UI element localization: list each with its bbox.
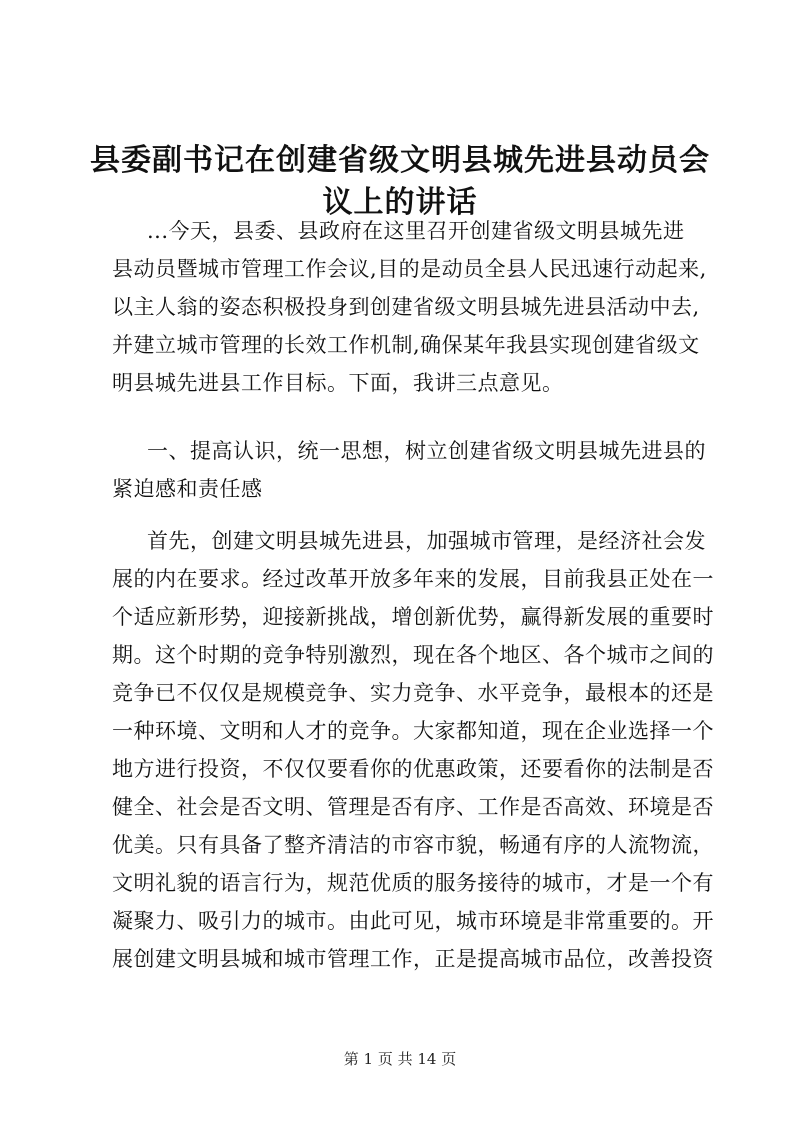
body-line: 展创建文明县城和城市管理工作，正是提高城市品位，改善投资 [112,947,714,971]
body-line: 首先，创建文明县城先进县，加强城市管理，是经济社会发 [147,529,706,553]
body-line: 明县城先进县工作目标。下面，我讲三点意见。 [112,371,564,395]
body-line: 竞争已不仅仅是规模竞争、实力竞争、水平竞争，最根本的还是 [112,681,714,705]
section-heading-line: 一、提高认识，统一思想，树立创建省级文明县城先进县的 [147,439,706,463]
body-line: 凝聚力、吸引力的城市。由此可见，城市环境是非常重要的。开 [112,909,714,933]
body-line: 并建立城市管理的长效工作机制,确保某年我县实现创建省级文 [112,333,700,357]
page-number-footer: 第 1 页 共 14 页 [343,1050,457,1068]
body-line: 一种环境、文明和人才的竞争。大家都知道，现在企业选择一个 [112,719,714,743]
body-line: 健全、社会是否文明、管理是否有序、工作是否高效、环境是否 [112,795,714,819]
body-line: 以主人翁的姿态积极投身到创建省级文明县城先进县活动中去, [112,295,700,319]
document-title-line-2: 议上的讲话 [322,185,478,220]
body-line: 展的内在要求。经过改革开放多年来的发展，目前我县正处在一 [112,567,714,591]
body-line: 文明礼貌的语言行为，规范优质的服务接待的城市，才是一个有 [112,871,714,895]
document-title-line-1: 县委副书记在创建省级文明县城先进县动员会 [90,143,710,178]
body-line: 个适应新形势，迎接新挑战，增创新优势，赢得新发展的重要时 [112,605,714,629]
body-line: 优美。只有具备了整齐清洁的市容市貌，畅通有序的人流物流， [112,833,714,857]
section-heading-line: 紧迫感和责任感 [112,477,263,501]
body-line: 县动员暨城市管理工作会议,目的是动员全县人民迅速行动起来, [112,257,707,281]
body-line: 期。这个时期的竞争特别激烈，现在各个地区、各个城市之间的 [112,643,714,667]
body-line: ...今天，县委、县政府在这里召开创建省级文明县城先进 [147,219,685,243]
body-line: 地方进行投资，不仅仅要看你的优惠政策，还要看你的法制是否 [112,757,714,781]
